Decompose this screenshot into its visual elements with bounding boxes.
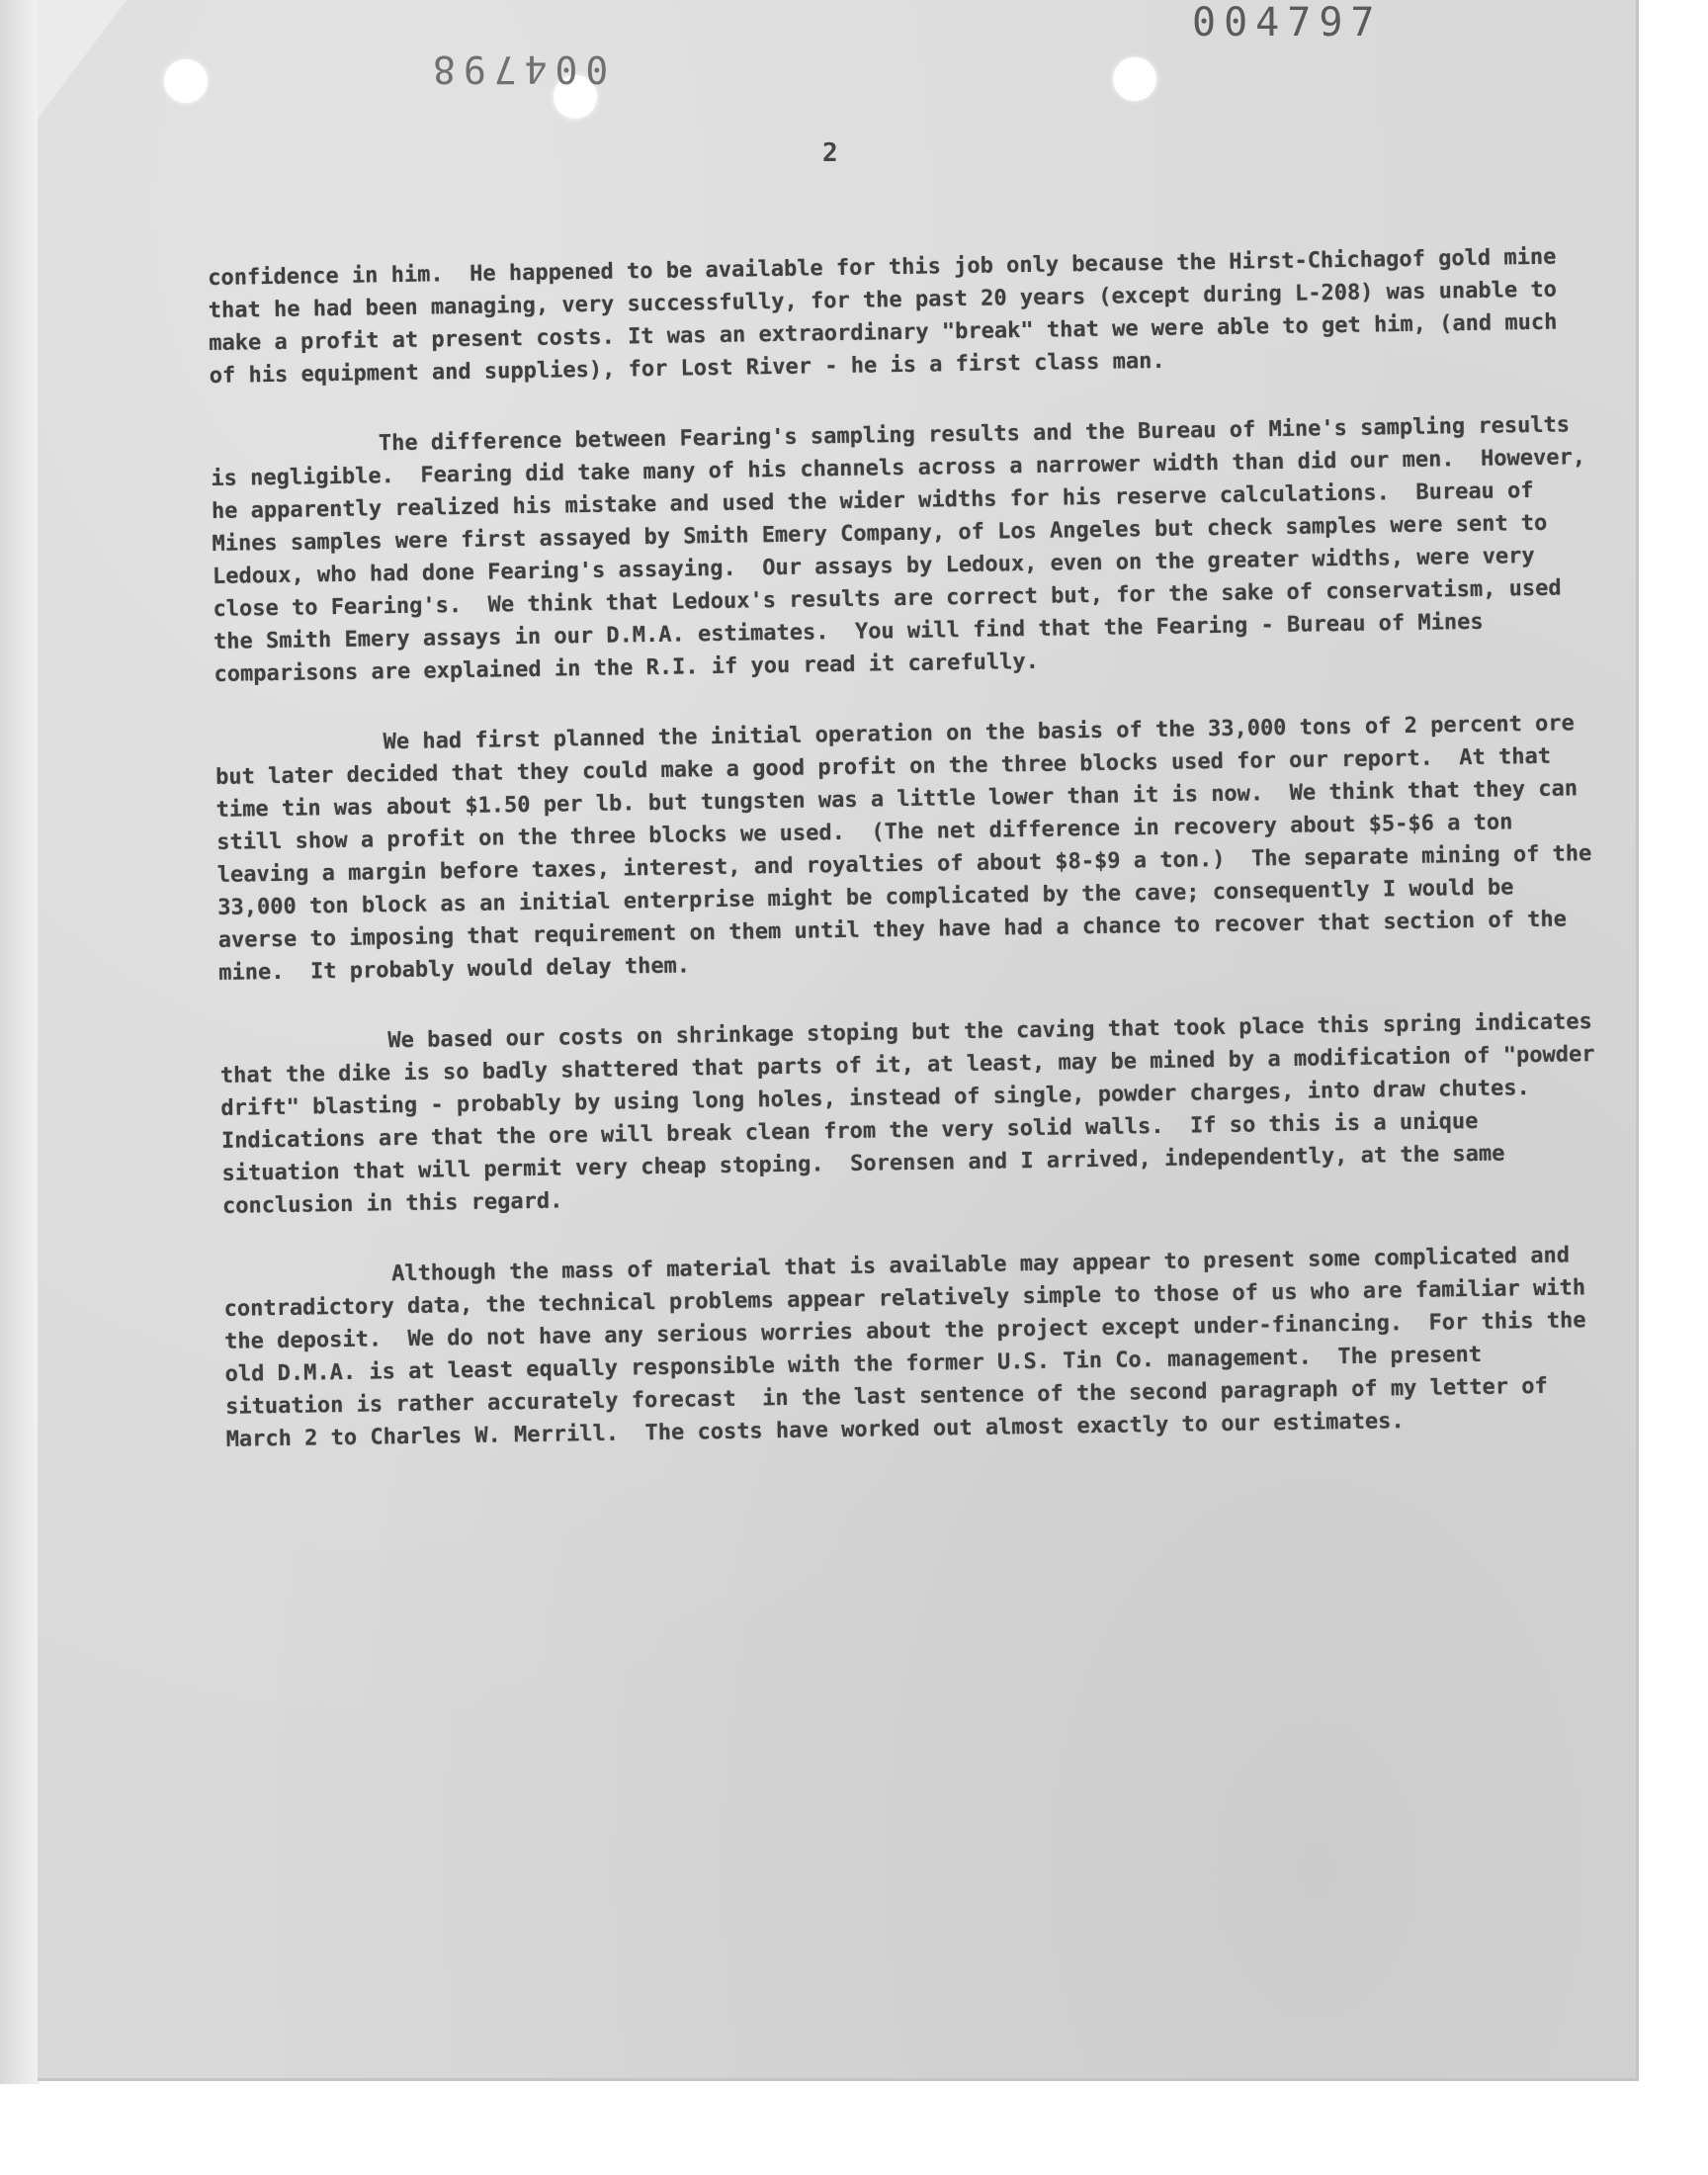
folded-corner (38, 0, 127, 119)
paragraph-sampling-results: The difference between Fearing's sampling results and the Bureau of Mine's sampling results is negligible. Fearing did take many of his channels across a narrower width than did our men. However, he apparently realized his mistake and used the wider widths for his reserve calculations. Bureau of Mines samples were first assayed by Smith Emery Company, of Los Angeles but check samples were sent to Ledoux, who had done Fearing's assaying. Our assays by Ledoux, even on the greater widths, were very close to Fearing's. We think that Ledoux's results are correct but, for the sake of conservatism, used the Smith Emery assays in our D.M.A. estimates. You will find that the Fearing - Bureau of Mines comparisons are explained in the R.I. if you read it carefully. (211, 412, 1599, 687)
stamp-number-inverted: 004798 (425, 47, 609, 91)
stamp-number: 004797 (1192, 0, 1383, 45)
paragraph-stoping-costs: We based our costs on shrinkage stoping but the caving that took place this spring indicates that the dike is so badly shattered that parts of it, at least, may be mined by a modification of "powder drift" blasting - probably by using long holes, instead of single, powder charges, into draw chutes. Indications are that the ore will break clean from the very solid walls. If so this is a unique situation that will permit very cheap stoping. Sorensen and I arrived, independently, at the same conclusion in this regard. (219, 1008, 1608, 1219)
paragraph-continuation: confidence in him. He happened to be available for this job only because the Hirst-Chichagof gold mine that he had been managing, very successfully, for the past 20 years (except during L-208) was unable to make a profit at present costs. It was an extraordinary "break" that we were able to get him, (and much of his equipment and supplies), for Lost River - he is a first class man. (208, 244, 1571, 389)
scan-edge-shadow (0, 0, 40, 2086)
letter-body (208, 240, 1610, 1494)
document-page (38, 0, 1639, 2081)
scan-bottom-margin (0, 2084, 1708, 2175)
page-number: 2 (822, 138, 838, 168)
paragraph-initial-operation: We had first planned the initial operation on the basis of the 33,000 tons of 2 percent ore but later decided that they could make a good profit on the three blocks used for our report. At that time tin was about $1.50 per lb. but tungsten was a little lower than it is now. We think that they can still show a profit on the three blocks we used. (The net difference in recovery about $5-$6 a ton leaving a margin before taxes, interest, and royalties of about $8-$9 a ton.) The separate mining of the 33,000 ton block as an initial enterprise might be complicated by the cave; consequently I would be averse to imposing that requirement on them until they have had a chance to recover that section of the mine. It probably would delay them. (214, 711, 1605, 986)
punch-hole-left (164, 59, 208, 103)
punch-hole-right (1113, 57, 1156, 101)
paragraph-conclusion: Although the mass of material that is available may appear to present some complicated and contradictory data, the technical problems appear relatively simple to those of us who are familiar with the deposit. We do not have any serious worries about the project except under-financing. For this the old D.M.A. is at least equally responsible with the former U.S. Tin Co. management. The present situation is rather accurately forecast in the last sentence of the second paragraph of my letter of March 2 to Charles W. Merrill. The costs have worked out almost exactly to our estimates. (223, 1243, 1599, 1452)
